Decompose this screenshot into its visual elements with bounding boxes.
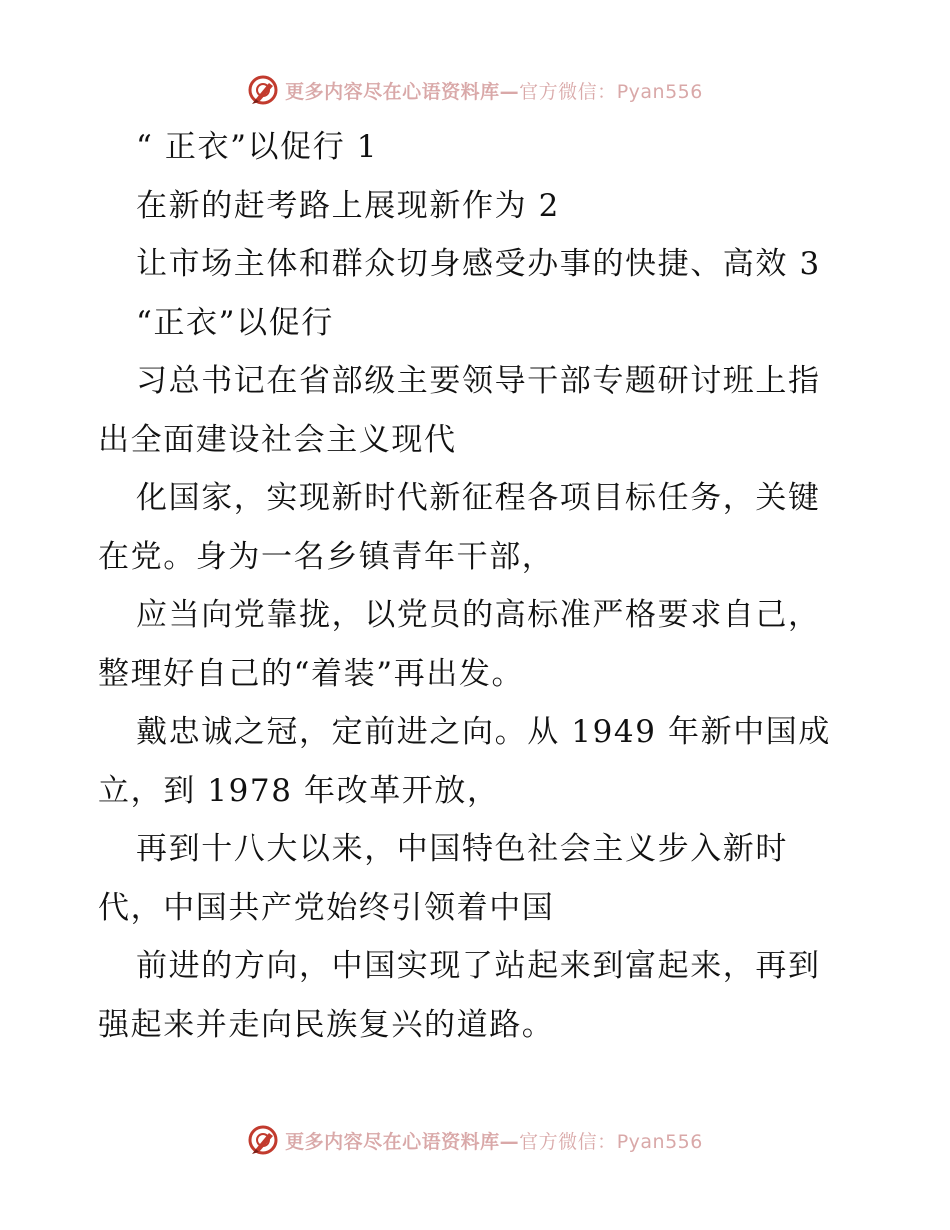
toc-entry: 在新的赶考路上展现新作为 2 (136, 187, 560, 224)
paragraph-line: 应当向党靠拢，以党员的高标准严格要求自己， (136, 597, 821, 633)
paragraph-line: 立，到 1978 年改革开放， (98, 772, 500, 809)
document-body (98, 118, 858, 1054)
paragraph-line: 出全面建设社会主义现代 (98, 421, 457, 458)
watermark-text: 更多内容尽在心语资料库—官方微信：Pyan556 (285, 80, 703, 103)
section-title: “正衣”以促行 (136, 304, 334, 341)
pen-logo-icon (247, 74, 279, 106)
paragraph-line: 强起来并走向民族复兴的道路。 (98, 1006, 555, 1043)
paragraph-line: 代，中国共产党始终引领着中国 (98, 889, 555, 926)
paragraph-line: 前进的方向，中国实现了站起来到富起来，再到 (136, 948, 821, 984)
paragraph-line: 在党。身为一名乡镇青年干部， (98, 538, 555, 575)
toc-entry: “ 正衣”以促行 1 (136, 129, 379, 165)
watermark-footer (0, 1120, 950, 1160)
paragraph-line: 习总书记在省部级主要领导干部专题研讨班上指 (136, 363, 821, 399)
paragraph-line: 再到十八大以来，中国特色社会主义步入新时 (136, 831, 788, 867)
watermark-header (0, 70, 950, 110)
paragraph-line: 整理好自己的“着装”再出发。 (98, 655, 525, 692)
paragraph-line: 化国家，实现新时代新征程各项目标任务，关键 (136, 480, 821, 516)
paragraph-line: 戴忠诚之冠，定前进之向。从 1949 年新中国成 (136, 714, 831, 750)
watermark-text: 更多内容尽在心语资料库—官方微信：Pyan556 (285, 1130, 703, 1153)
toc-entry: 让市场主体和群众切身感受办事的快捷、高效 3 (136, 246, 821, 282)
pen-logo-icon (247, 1124, 279, 1156)
